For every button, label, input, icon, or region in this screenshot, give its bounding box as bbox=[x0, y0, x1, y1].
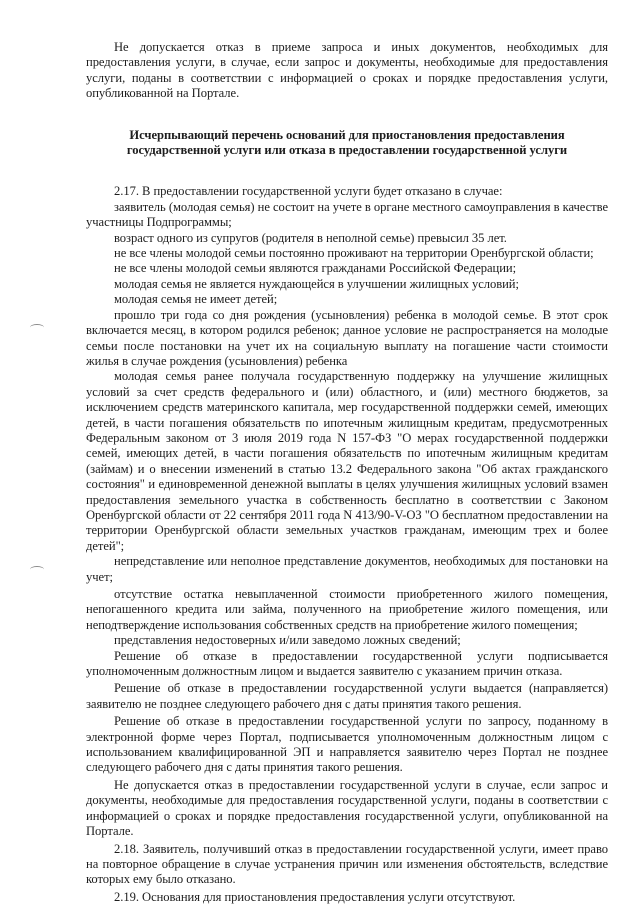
refusal-not-allowed-paragraph: Не допускается отказ в предоставлении государственной услуги в случае, если запрос и документы, необходимые для предоставления государственной услуги, поданы в соответствии с информацией о сроках и порядке предоставления государственной услуги, опубликованной на Портале. bbox=[86, 777, 608, 839]
list-item-residence: не все члены молодой семьи постоянно проживают на территории Оренбургской области; bbox=[114, 246, 594, 261]
refusal-issued-paragraph: Решение об отказе в предоставлении государственной услуги выдается (направляется) заявителю не позднее следующего рабочего дня с даты принятия такого решения. bbox=[86, 681, 608, 711]
list-item-false-info: представления недостоверных и/или заведомо ложных сведений; bbox=[114, 633, 461, 648]
list-item-no-children: молодая семья не имеет детей; bbox=[114, 292, 278, 307]
margin-scan-mark bbox=[30, 566, 44, 573]
margin-scan-mark bbox=[30, 324, 44, 331]
refusal-electronic-paragraph: Решение об отказе в предоставлении государственной услуги по запросу, поданному в электронной форме через Портал, подписывается уполномоченным должностным лицом с использованием квалифицированной ЭП и направляется заявителю через Портал не позднее следующего рабочего дня с даты принятия такого решения. bbox=[86, 714, 608, 775]
section-heading-line-2: государственной услуги или отказа в предоставлении государственной услуги bbox=[126, 143, 568, 158]
section-heading-line-1: Исчерпывающий перечень оснований для приостановления предоставления bbox=[129, 127, 565, 142]
paragraph-2-19: 2.19. Основания для приостановления предоставления услуги отсутствуют. bbox=[114, 889, 516, 904]
list-item-housing-need: молодая семья не является нуждающейся в улучшении жилищных условий; bbox=[114, 276, 519, 291]
list-item-no-balance: отсутствие остатка невыплаченной стоимости приобретенного жилого помещения, непогашенного кредита или займа, полученного на приобретение жилого помещения, или неподтверждение использования собственных средств на приобретение жилого помещения; bbox=[86, 587, 608, 632]
document-page bbox=[86, 40, 608, 905]
list-item-three-years: прошло три года со дня рождения (усыновления) ребенка в молодой семье. В этот срок включается месяц, в котором родился ребенок; данное условие не распространяется на молодые семьи после постановки на учет их на социальную выплату на погашение части стоимости жилья в случае рождения (усыновления) ребенка bbox=[86, 307, 608, 368]
list-item-age-limit: возраст одного из супругов (родителя в неполной семье) превысил 35 лет. bbox=[114, 230, 507, 245]
paragraph-2-17: 2.17. В предоставлении государственной услуги будет отказано в случае: bbox=[114, 184, 503, 199]
paragraph-2-18: 2.18. Заявитель, получивший отказ в предоставлении государственной услуги, имеет право на повторное обращение в случае устранения причин или изменения обстоятельств, вследствие которых ему было отказано. bbox=[86, 841, 608, 887]
section-heading bbox=[86, 128, 608, 159]
list-item-prior-support: молодая семья ранее получала государственную поддержку на улучшение жилищных условий за счет средств федерального и (или) областного, и (или) местного бюджетов, за исключением средств материнского капитала, мер государственной поддержки семей, имеющих детей, в части погашения обязательств по ипотечным жилищным кредитам, предусмотренных Федеральным законом от 3 июля 2019 года N 157-ФЗ "О мерах государственной поддержки семей, имеющих детей, в части погашения обязательств по ипотечным жилищным кредитам (займам) и о внесении изменений в статью 13.2 Федерального закона "Об актах гражданского состояния" и единовременной денежной выплаты в целях улучшения жилищных условий взамен предоставления земельного участка в собственность бесплатно в соответствии с Законом Оренбургской области от 22 сентября 2011 года N 413/90-V-ОЗ "О бесплатном предоставлении на территории Оренбургской области земельных участков гражданам, имеющим трех и более детей"; bbox=[86, 369, 608, 553]
list-item-not-registered: заявитель (молодая семья) не состоит на учете в органе местного самоуправления в качестве участницы Подпрограммы; bbox=[86, 199, 608, 230]
intro-paragraph: Не допускается отказ в приеме запроса и иных документов, необходимых для предоставления услуги, в случае, если запрос и документы, необходимые для предоставления услуги, поданы в соответствии с информацией о сроках и порядке предоставления услуги, опубликованной на Портале. bbox=[86, 40, 608, 101]
list-item-citizenship: не все члены молодой семьи являются гражданами Российской Федерации; bbox=[114, 261, 517, 276]
refusal-signed-paragraph: Решение об отказе в предоставлении государственной услуги подписывается уполномоченным должностным лицом и выдается заявителю с указанием причин отказа. bbox=[86, 648, 608, 679]
list-item-documents: непредставление или неполное представление документов, необходимых для постановки на учет; bbox=[86, 554, 608, 584]
